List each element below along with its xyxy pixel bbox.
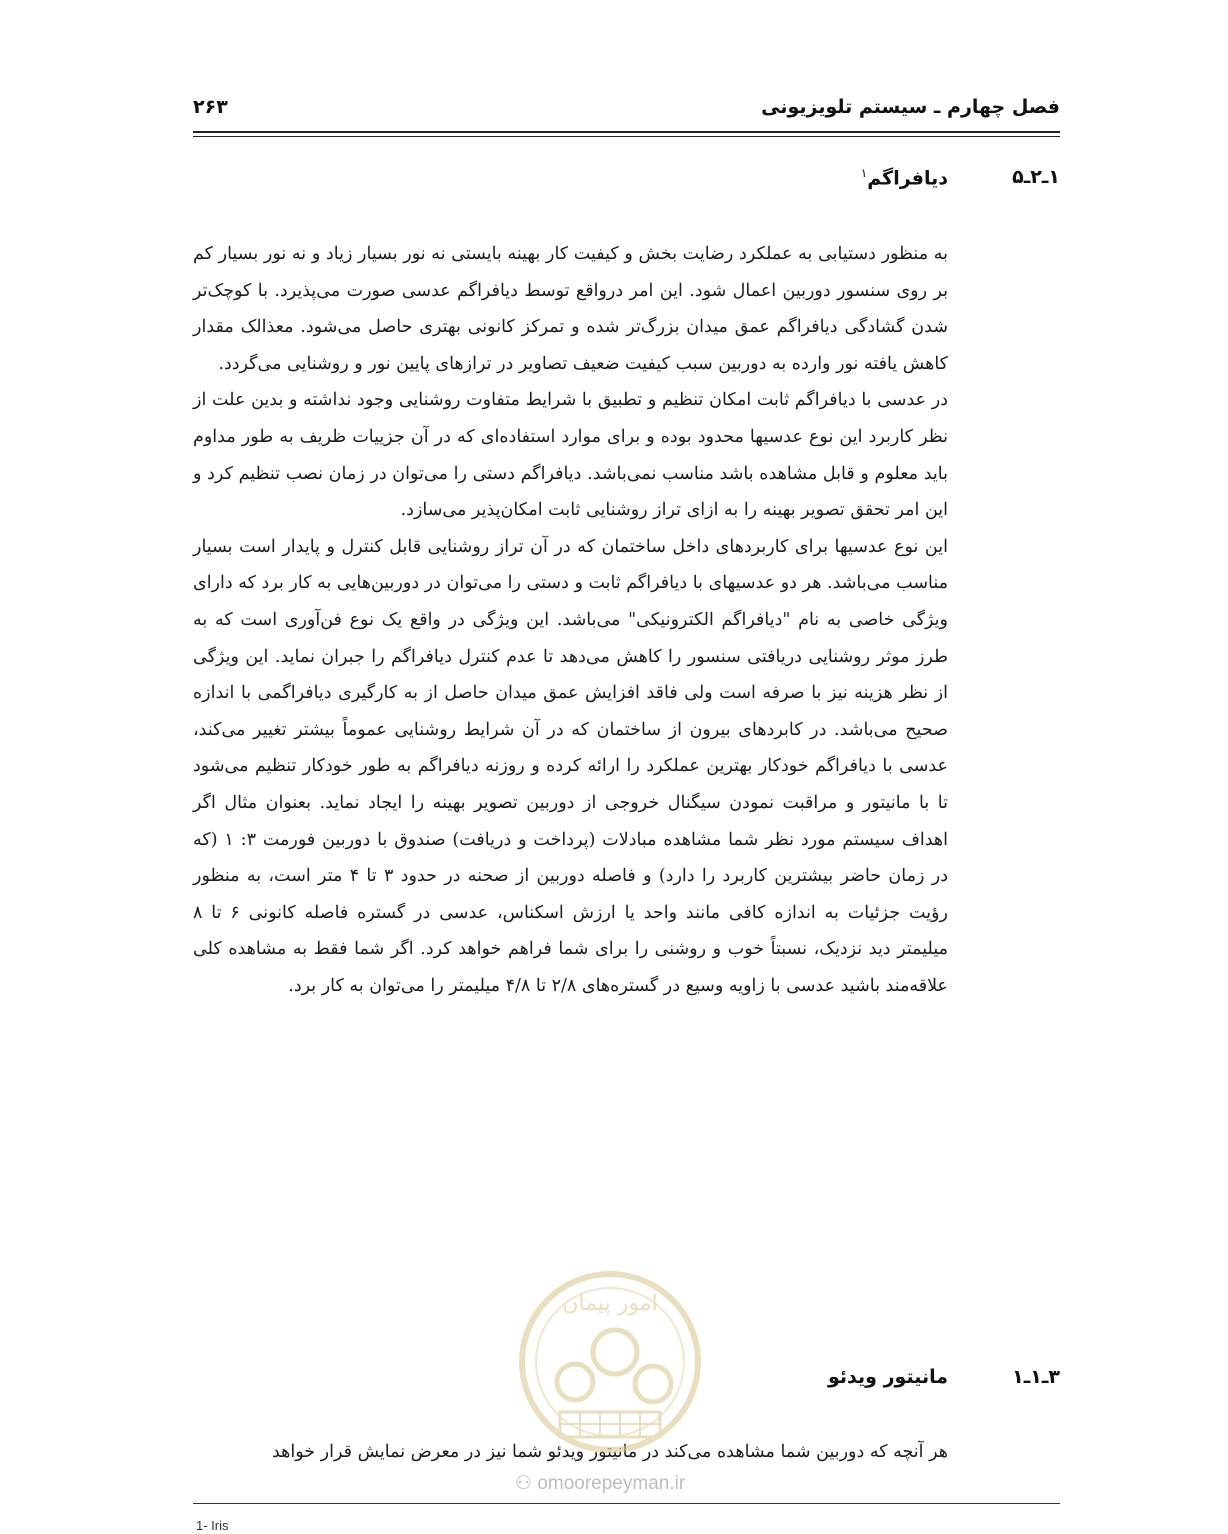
section-title-text: دیافراگم — [867, 167, 948, 190]
section-title: مانیتور ویدئو — [828, 1366, 948, 1388]
paragraph-2: در عدسی با دیافراگم ثابت امکان تنظیم و تطبیق با شرایط متفاوت روشنایی وجود نداشته و بدین علت از نظر کاربرد این نوع عدسیها محدود بوده و برای موارد استفاده‌ای که در آن جزییات ظریف به طور مداوم باید معلوم و قابل مشاهده باشد مناسب نمی‌باشد. دیافراگم دستی را می‌توان در زمان نصب تنظیم کرد و این امر تحقق تصویر بهینه را به ازای تراز روشنایی ثابت امکان‌پذیر می‌سازد. — [193, 390, 948, 521]
watermark-url: ⚇ omoorepeyman.ir — [515, 1473, 686, 1494]
paragraph-1: به منظور دستیابی به عملکرد رضایت بخش و کیفیت کار بهینه بایستی نه نور بسیار زیاد و نه نور بسیار کم بر روی سنسور دوربین اعمال شود. این امر درواقع توسط دیافراگم عدسی صورت می‌پذیرد. با کوچک‌تر شدن گشادگی دیافراگم عمق میدان بزرگ‌تر شده و تمرکز کانونی بهتری حاصل می‌شود. معذالک مقدار کاهش یافته نور وارده به دوربین سبب کیفیت ضعیف تصاویر در ترازهای پایین نور و روشنایی می‌گردد. — [193, 244, 948, 374]
section-number: ۳ـ۱ـ۱ — [1012, 1366, 1060, 1388]
running-header — [193, 96, 1060, 126]
header-rule-thin — [193, 136, 1060, 137]
section-title — [861, 166, 948, 189]
section-number: ۱ـ۲ـ۵ — [1012, 166, 1060, 188]
footnote-rule — [193, 1503, 1060, 1504]
watermark-logo-text: امور پیمان — [562, 1291, 658, 1316]
page-number: ۲۶۳ — [193, 96, 228, 118]
header-rule-thick — [193, 131, 1060, 133]
paragraph-4: هر آنچه که دوربین شما مشاهده می‌کند در مانیتور ویدئو شما نیز در معرض نمایش قرار خواهد — [271, 1442, 948, 1462]
section-heading-video-monitor — [193, 1366, 1060, 1400]
section-heading-diaphragm — [193, 166, 1060, 200]
footnote-mark: ۱ — [860, 166, 868, 180]
paragraph-3: این نوع عدسیها برای کاربردهای داخل ساختمان که در آن تراز روشنایی قابل کنترل و پایدار است بسیار مناسب می‌باشد. هر دو عدسیهای با دیافراگم ثابت و دستی را می‌توان در دوربین‌هایی به کار برد که دارای ویژگی خاصی به نام "دیافراگم الکترونیکی" می‌باشد. این ویژگی در واقع یک نوع فن‌آوری است که به طرز موثر روشنایی دریافتی سنسور را کاهش می‌دهد تا عدم کنترل دیافراگم را جبران نماید. این ویژگی از نظر هزینه نیز با صرفه است ولی فاقد افزایش عمق میدان حاصل از به کارگیری دیافراگمی با اندازه صحیح می‌باشد. در کابردهای بیرون از ساختمان که در آن شرایط روشنایی عموماً بیشتر تغییر می‌کند، عدسی با دیافراگم خودکار بهترین عملکرد را ارائه کرده و روزنه دیافراگم به طور خودکار تنظیم می‌شود تا با مانیتور و مراقبت نمودن سیگنال خروجی از دوربین تصویر بهینه را ایجاد نماید. بعنوان مثال اگر اهداف سیستم مورد نظر شما مشاهده مبادلات (پرداخت و دریافت) صندوق با دوربین فورمت ۳: ۱ (که در زمان حاضر بیشترین کاربرد را دارد) و فاصله دوربین از صحنه در حدود ۳ تا ۴ متر است، به منظور رؤیت جزئیات به اندازه کافی مانند واحد یا ارزش اسکناس، عدسی در گستره فاصله کانونی ۶ تا ۸ میلیمتر دید نزدیک، نسبتاً خوب و روشنی را برای شما فراهم خواهد کرد. اگر شما فقط به مشاهده کلی علاقه‌مند باشید عدسی با زاویه وسیع در گستره‌های ۲/۸ تا ۴/۸ میلیمتر را می‌توان به کار برد. — [193, 536, 949, 996]
watermark-url-text: omoorepeyman.ir — [537, 1473, 686, 1494]
running-title: فصل چهارم ـ سیستم تلویزیونی — [761, 96, 1060, 118]
body-text-block — [193, 236, 948, 1004]
footnote: 1- Iris — [196, 1518, 229, 1533]
body-text-continuation — [193, 1434, 948, 1471]
